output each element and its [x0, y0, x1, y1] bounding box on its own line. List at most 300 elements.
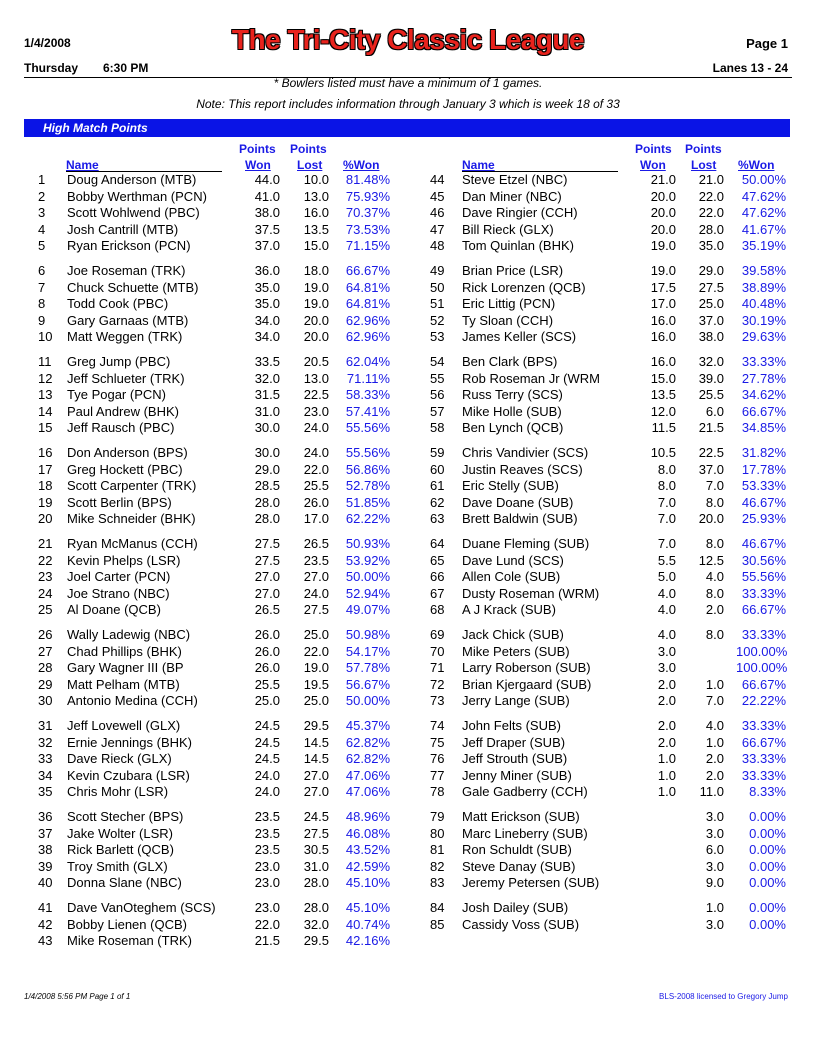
percent-won-cell: 47.62%	[741, 188, 786, 204]
points-won-cell: 7.0	[657, 511, 676, 526]
rank-cell: 36	[38, 809, 53, 824]
rank-cell: 46	[430, 205, 445, 220]
points-won-cell: 30.0	[254, 445, 280, 460]
points-won-cell: 24.0	[254, 784, 280, 799]
table-row	[0, 263, 816, 279]
percent-won-cell: 51.85%	[345, 494, 390, 510]
table-row	[0, 553, 816, 569]
rank-cell: 2	[38, 188, 46, 204]
league-day: Thursday	[24, 61, 79, 75]
bowler-name-cell: Jenny Miner (SUB)	[462, 767, 572, 783]
table-row	[0, 809, 816, 825]
percent-won-cell: 55.56%	[345, 445, 390, 460]
points-won-cell: 25.5	[254, 676, 280, 692]
rank-cell: 81	[430, 842, 445, 857]
bowler-name-cell: Gary Garnaas (MTB)	[67, 312, 189, 328]
points-won-cell: 8.0	[657, 478, 676, 493]
points-won-cell: 2.0	[657, 676, 676, 692]
lanes-range: Lanes 13 - 24	[712, 61, 788, 75]
rank-cell: 56	[430, 387, 445, 402]
bowler-name-cell: Chris Vandivier (SCS)	[462, 445, 589, 460]
table-row	[0, 602, 816, 618]
rank-cell: 84	[430, 900, 445, 915]
percent-won-cell: 53.33%	[741, 478, 786, 493]
table-row	[0, 768, 816, 784]
bowler-name-cell: Scott Wohlwend (PBC)	[67, 205, 200, 220]
rank-cell: 35	[38, 784, 53, 799]
points-lost-cell: 32.0	[698, 354, 724, 369]
bowler-name-cell: Ron Schuldt (SUB)	[462, 842, 572, 857]
bowler-name-cell: Justin Reaves (SCS)	[462, 461, 583, 477]
points-won-cell: 26.0	[254, 660, 280, 675]
bowler-name-cell: Russ Terry (SCS)	[462, 387, 563, 402]
points-lost-cell: 13.0	[303, 370, 329, 386]
points-won-cell: 28.5	[254, 478, 280, 493]
bowler-name-cell: Kevin Czubara (LSR)	[67, 767, 190, 783]
points-won-cell: 24.5	[254, 751, 280, 766]
bowler-name-cell: Dave Lund (SCS)	[462, 552, 564, 568]
points-lost-cell: 20.0	[698, 511, 724, 526]
table-row	[0, 644, 816, 660]
table-row	[0, 536, 816, 552]
bowler-name-cell: Allen Cole (SUB)	[462, 569, 561, 584]
bowler-name-cell: Matt Pelham (MTB)	[67, 676, 180, 692]
percent-won-cell: 30.19%	[741, 312, 786, 328]
rank-cell: 54	[430, 354, 445, 369]
percent-won-cell: 42.59%	[345, 858, 390, 874]
points-lost-cell: 3.0	[705, 809, 724, 824]
percent-won-cell: 29.63%	[741, 329, 786, 344]
points-won-cell: 31.0	[254, 403, 280, 419]
bowler-name-cell: Jeff Rausch (PBC)	[67, 420, 175, 435]
percent-won-cell: 45.37%	[345, 718, 390, 733]
bowler-name-cell: Bill Rieck (GLX)	[462, 221, 554, 237]
rank-cell: 48	[430, 238, 445, 253]
lost-points-label: Points	[685, 142, 722, 156]
points-lost-cell: 7.0	[705, 693, 724, 708]
percent-won-cell: 62.22%	[345, 511, 390, 526]
points-won-cell: 32.0	[254, 370, 280, 386]
points-won-cell: 24.5	[254, 734, 280, 750]
points-won-cell: 3.0	[657, 660, 676, 675]
points-lost-cell: 2.0	[705, 767, 724, 783]
points-won-cell: 11.5	[651, 420, 676, 435]
points-won-cell: 29.0	[254, 461, 280, 477]
points-won-cell: 4.0	[657, 602, 676, 617]
rank-cell: 61	[430, 478, 445, 493]
percent-won-cell: 66.67%	[741, 676, 786, 692]
points-won-cell: 1.0	[657, 751, 676, 766]
table-row	[0, 354, 816, 370]
table-row	[0, 586, 816, 602]
points-won-cell: 4.0	[657, 585, 676, 601]
table-row	[0, 917, 816, 933]
points-lost-cell: 25.0	[303, 693, 329, 708]
percent-won-cell: 34.85%	[741, 420, 786, 435]
points-won-cell: 23.0	[254, 900, 280, 915]
points-lost-cell: 8.0	[705, 585, 724, 601]
points-lost-cell: 20.0	[303, 329, 329, 344]
percent-won-cell: 66.67%	[741, 734, 786, 750]
points-lost-cell: 39.0	[698, 370, 724, 386]
points-lost-cell: 8.0	[705, 536, 724, 551]
percent-won-cell: 40.48%	[741, 296, 786, 311]
footer-license: BLS-2008 licensed to Gregory Jump	[659, 992, 788, 1001]
points-lost-cell: 25.0	[698, 296, 724, 311]
bowler-name-cell: Gary Wagner III (BP	[67, 660, 184, 675]
rank-cell: 8	[38, 296, 46, 311]
points-won-cell: 34.0	[254, 329, 280, 344]
rank-cell: 9	[38, 312, 46, 328]
percent-won-cell: 66.67%	[741, 403, 786, 419]
section-title-bar: High Match Points	[24, 119, 790, 137]
rank-cell: 49	[430, 263, 445, 278]
pct-column-header: %Won	[738, 158, 775, 172]
rank-cell: 68	[430, 602, 445, 617]
percent-won-cell: 52.94%	[345, 585, 390, 601]
table-row	[0, 495, 816, 511]
bowler-name-cell: Paul Andrew (BHK)	[67, 403, 179, 419]
points-lost-cell: 24.5	[303, 809, 329, 824]
points-lost-cell: 19.0	[303, 279, 329, 295]
rank-cell: 63	[430, 511, 445, 526]
rank-cell: 31	[38, 718, 53, 733]
bowler-name-cell: Bobby Lienen (QCB)	[67, 916, 187, 932]
percent-won-cell: 55.56%	[345, 420, 390, 435]
percent-won-cell: 47.06%	[345, 784, 390, 799]
rank-cell: 25	[38, 602, 53, 617]
points-lost-cell: 29.0	[698, 263, 724, 278]
lost-points-label: Points	[290, 142, 327, 156]
points-lost-cell: 18.0	[303, 263, 329, 278]
table-row	[0, 329, 816, 345]
percent-won-cell: 43.52%	[345, 842, 390, 857]
percent-won-cell: 50.00%	[345, 569, 390, 584]
bowler-name-cell: James Keller (SCS)	[462, 329, 577, 344]
points-won-cell: 26.0	[254, 643, 280, 659]
points-lost-cell: 15.0	[303, 238, 329, 253]
bowler-name-cell: Don Anderson (BPS)	[67, 445, 188, 460]
rank-cell: 59	[430, 445, 445, 460]
bowler-name-cell: Ryan McManus (CCH)	[67, 536, 198, 551]
percent-won-cell: 52.78%	[345, 478, 390, 493]
percent-won-cell: 30.56%	[741, 552, 786, 568]
table-row	[0, 205, 816, 221]
table-row	[0, 222, 816, 238]
percent-won-cell: 45.10%	[345, 875, 390, 890]
bowler-name-cell: Chuck Schuette (MTB)	[67, 279, 199, 295]
rank-cell: 66	[430, 569, 445, 584]
points-won-cell: 23.5	[254, 842, 280, 857]
points-lost-cell: 23.5	[303, 552, 329, 568]
percent-won-cell: 17.78%	[741, 461, 786, 477]
points-lost-cell: 19.0	[303, 296, 329, 311]
percent-won-cell: 64.81%	[345, 279, 390, 295]
percent-won-cell: 62.82%	[345, 734, 390, 750]
rank-cell: 10	[38, 329, 53, 344]
rank-cell: 67	[430, 585, 445, 601]
percent-won-cell: 8.33%	[749, 784, 786, 799]
percent-won-cell: 55.56%	[741, 569, 786, 584]
bowler-name-cell: Troy Smith (GLX)	[67, 858, 168, 874]
bowler-name-cell: Dave Rieck (GLX)	[67, 751, 172, 766]
bowler-name-cell: Duane Fleming (SUB)	[462, 536, 590, 551]
rank-cell: 57	[430, 403, 445, 419]
rank-cell: 21	[38, 536, 53, 551]
table-row	[0, 404, 816, 420]
percent-won-cell: 75.93%	[345, 188, 390, 204]
bowler-name-cell: Cassidy Voss (SUB)	[462, 916, 580, 932]
bowler-name-cell: Jack Chick (SUB)	[462, 627, 564, 642]
points-lost-cell: 26.0	[303, 494, 329, 510]
rank-cell: 32	[38, 734, 53, 750]
rank-cell: 18	[38, 478, 53, 493]
percent-won-cell: 56.67%	[345, 676, 390, 692]
points-lost-cell: 29.5	[303, 933, 329, 948]
bowler-name-cell: Chris Mohr (LSR)	[67, 784, 169, 799]
points-won-cell: 4.0	[657, 627, 676, 642]
bowler-name-cell: Matt Weggen (TRK)	[67, 329, 183, 344]
percent-won-cell: 40.74%	[345, 916, 390, 932]
points-won-cell: 19.0	[650, 238, 676, 253]
table-row	[0, 735, 816, 751]
table-row	[0, 842, 816, 858]
points-lost-cell: 26.5	[303, 536, 329, 551]
bowler-name-cell: Mike Peters (SUB)	[462, 643, 570, 659]
bowler-name-cell: Al Doane (QCB)	[67, 602, 161, 617]
percent-won-cell: 62.82%	[345, 751, 390, 766]
points-lost-cell: 27.0	[303, 784, 329, 799]
points-won-cell: 21.5	[254, 933, 280, 948]
table-row	[0, 718, 816, 734]
points-lost-cell: 19.0	[303, 660, 329, 675]
points-lost-cell: 21.5	[698, 420, 724, 435]
points-won-cell: 13.5	[650, 387, 676, 402]
rank-cell: 26	[38, 627, 53, 642]
bowler-name-cell: Ernie Jennings (BHK)	[67, 734, 192, 750]
points-lost-cell: 30.5	[303, 842, 329, 857]
percent-won-cell: 35.19%	[741, 238, 786, 253]
bowler-name-cell: Jerry Lange (SUB)	[462, 693, 570, 708]
bowler-name-cell: Rob Roseman Jr (WRM	[462, 370, 600, 386]
rank-cell: 27	[38, 643, 53, 659]
table-row	[0, 660, 816, 676]
table-row	[0, 296, 816, 312]
points-won-cell: 36.0	[254, 263, 280, 278]
points-won-cell: 37.5	[254, 221, 280, 237]
rank-cell: 41	[38, 900, 53, 915]
bowler-name-cell: Mike Roseman (TRK)	[67, 933, 192, 948]
footer-printed: 1/4/2008 5:56 PM Page 1 of 1	[24, 992, 131, 1001]
percent-won-cell: 50.93%	[345, 536, 390, 551]
points-lost-cell: 28.0	[303, 875, 329, 890]
percent-won-cell: 33.33%	[741, 718, 786, 733]
bowler-name-cell: Ben Lynch (QCB)	[462, 420, 564, 435]
table-row	[0, 371, 816, 387]
points-won-cell: 16.0	[650, 329, 676, 344]
rank-cell: 12	[38, 370, 53, 386]
bowler-name-cell: Steve Etzel (NBC)	[462, 172, 568, 187]
rank-cell: 62	[430, 494, 445, 510]
percent-won-cell: 33.33%	[741, 354, 786, 369]
rank-cell: 28	[38, 660, 53, 675]
pct-column-header: %Won	[343, 158, 380, 172]
percent-won-cell: 0.00%	[749, 900, 786, 915]
percent-won-cell: 53.92%	[345, 552, 390, 568]
points-lost-cell: 25.5	[303, 478, 329, 493]
bowler-name-cell: Todd Cook (PBC)	[67, 296, 169, 311]
lost-column-header: Lost	[297, 158, 323, 172]
rank-cell: 70	[430, 643, 445, 659]
percent-won-cell: 47.06%	[345, 767, 390, 783]
rank-cell: 51	[430, 296, 445, 311]
percent-won-cell: 66.67%	[345, 263, 390, 278]
points-lost-cell: 22.0	[303, 461, 329, 477]
rank-cell: 19	[38, 494, 53, 510]
percent-won-cell: 57.78%	[345, 660, 390, 675]
points-lost-cell: 17.0	[303, 511, 329, 526]
points-lost-cell: 35.0	[698, 238, 724, 253]
points-won-cell: 41.0	[254, 188, 280, 204]
table-row	[0, 859, 816, 875]
table-row	[0, 826, 816, 842]
bowler-name-cell: Kevin Phelps (LSR)	[67, 552, 181, 568]
points-won-cell: 7.0	[657, 494, 676, 510]
league-title: The Tri-City Classic League	[231, 24, 585, 55]
rank-cell: 83	[430, 875, 445, 890]
points-lost-cell: 24.0	[303, 585, 329, 601]
points-lost-cell: 38.0	[698, 329, 724, 344]
points-won-cell: 27.0	[254, 585, 280, 601]
points-lost-cell: 24.0	[303, 445, 329, 460]
bowler-name-cell: Brian Kjergaard (SUB)	[462, 676, 592, 692]
percent-won-cell: 33.33%	[741, 585, 786, 601]
points-won-cell: 7.0	[657, 536, 676, 551]
points-lost-cell: 28.0	[698, 221, 724, 237]
points-lost-cell: 2.0	[705, 602, 724, 617]
points-won-cell: 16.0	[650, 354, 676, 369]
points-lost-cell: 25.0	[303, 627, 329, 642]
bowler-name-cell: Mike Holle (SUB)	[462, 403, 562, 419]
bowler-name-cell: Ryan Erickson (PCN)	[67, 238, 191, 253]
points-lost-cell: 22.5	[698, 445, 724, 460]
percent-won-cell: 31.82%	[741, 445, 786, 460]
points-won-cell: 25.0	[254, 693, 280, 708]
points-lost-cell: 27.5	[303, 825, 329, 841]
bowler-name-cell: Jeff Strouth (SUB)	[462, 751, 568, 766]
percent-won-cell: 50.98%	[345, 627, 390, 642]
points-won-cell: 44.0	[254, 172, 280, 187]
bowler-name-cell: Marc Lineberry (SUB)	[462, 825, 588, 841]
rank-cell: 72	[430, 676, 445, 692]
points-lost-cell: 37.0	[698, 312, 724, 328]
points-lost-cell: 3.0	[705, 858, 724, 874]
percent-won-cell: 49.07%	[345, 602, 390, 617]
bowler-name-cell: Greg Jump (PBC)	[67, 354, 171, 369]
rank-cell: 3	[38, 205, 46, 220]
points-won-cell: 17.5	[650, 279, 676, 295]
won-points-label: Points	[239, 142, 276, 156]
rank-cell: 15	[38, 420, 53, 435]
points-lost-cell: 2.0	[705, 751, 724, 766]
bowler-name-cell: Dave VanOteghem (SCS)	[67, 900, 216, 915]
points-won-cell: 23.0	[254, 858, 280, 874]
points-won-cell: 23.0	[254, 875, 280, 890]
percent-won-cell: 46.67%	[741, 536, 786, 551]
percent-won-cell: 0.00%	[749, 875, 786, 890]
lost-column-header: Lost	[691, 158, 717, 172]
points-lost-cell: 22.0	[698, 188, 724, 204]
points-lost-cell: 27.0	[303, 569, 329, 584]
points-lost-cell: 3.0	[705, 916, 724, 932]
points-won-cell: 1.0	[657, 784, 676, 799]
points-won-cell: 2.0	[657, 693, 676, 708]
percent-won-cell: 0.00%	[749, 842, 786, 857]
bowler-name-cell: Jeff Draper (SUB)	[462, 734, 566, 750]
points-lost-cell: 27.5	[303, 602, 329, 617]
rank-cell: 38	[38, 842, 53, 857]
bowler-name-cell: Matt Erickson (SUB)	[462, 809, 580, 824]
bowler-name-cell: Dusty Roseman (WRM)	[462, 585, 600, 601]
points-lost-cell: 1.0	[705, 900, 724, 915]
page-number: Page 1	[746, 36, 788, 51]
points-lost-cell: 21.0	[698, 172, 724, 187]
won-column-header: Won	[640, 158, 666, 172]
rank-cell: 53	[430, 329, 445, 344]
table-row	[0, 172, 816, 188]
points-lost-cell: 32.0	[303, 916, 329, 932]
table-row	[0, 751, 816, 767]
percent-won-cell: 0.00%	[749, 809, 786, 824]
points-won-cell: 27.5	[254, 536, 280, 551]
points-lost-cell: 6.0	[705, 842, 724, 857]
bowler-name-cell: Scott Berlin (BPS)	[67, 494, 172, 510]
rank-cell: 45	[430, 188, 445, 204]
rank-cell: 50	[430, 279, 445, 295]
bowler-name-cell: Dan Miner (NBC)	[462, 188, 562, 204]
rank-cell: 82	[430, 858, 445, 874]
points-lost-cell: 22.0	[303, 643, 329, 659]
points-won-cell: 34.0	[254, 312, 280, 328]
rank-cell: 73	[430, 693, 445, 708]
percent-won-cell: 47.62%	[741, 205, 786, 220]
rank-cell: 64	[430, 536, 445, 551]
points-lost-cell: 8.0	[705, 627, 724, 642]
bowler-name-cell: Jeff Lovewell (GLX)	[67, 718, 181, 733]
bowler-name-cell: Greg Hockett (PBC)	[67, 461, 183, 477]
percent-won-cell: 100.00%	[736, 643, 788, 659]
bowler-name-cell: Rick Lorenzen (QCB)	[462, 279, 586, 295]
bowler-name-cell: Larry Roberson (SUB)	[462, 660, 591, 675]
percent-won-cell: 22.22%	[741, 693, 786, 708]
rank-cell: 22	[38, 552, 53, 568]
bowler-name-cell: Steve Danay (SUB)	[462, 858, 576, 874]
minimum-games-note: * Bowlers listed must have a minimum of 1 games.	[273, 76, 543, 90]
percent-won-cell: 71.11%	[346, 370, 390, 386]
bowler-name-cell: Scott Carpenter (TRK)	[67, 478, 197, 493]
points-won-cell: 28.0	[254, 494, 280, 510]
points-won-cell: 22.0	[254, 916, 280, 932]
percent-won-cell: 81.48%	[345, 172, 390, 187]
bowler-name-cell: Dave Doane (SUB)	[462, 494, 574, 510]
points-lost-cell: 27.5	[698, 279, 724, 295]
table-row	[0, 280, 816, 296]
bowler-name-cell: Doug Anderson (MTB)	[67, 172, 197, 187]
percent-won-cell: 62.04%	[345, 354, 390, 369]
won-points-label: Points	[635, 142, 672, 156]
percent-won-cell: 71.15%	[345, 238, 390, 253]
rank-cell: 80	[430, 825, 445, 841]
